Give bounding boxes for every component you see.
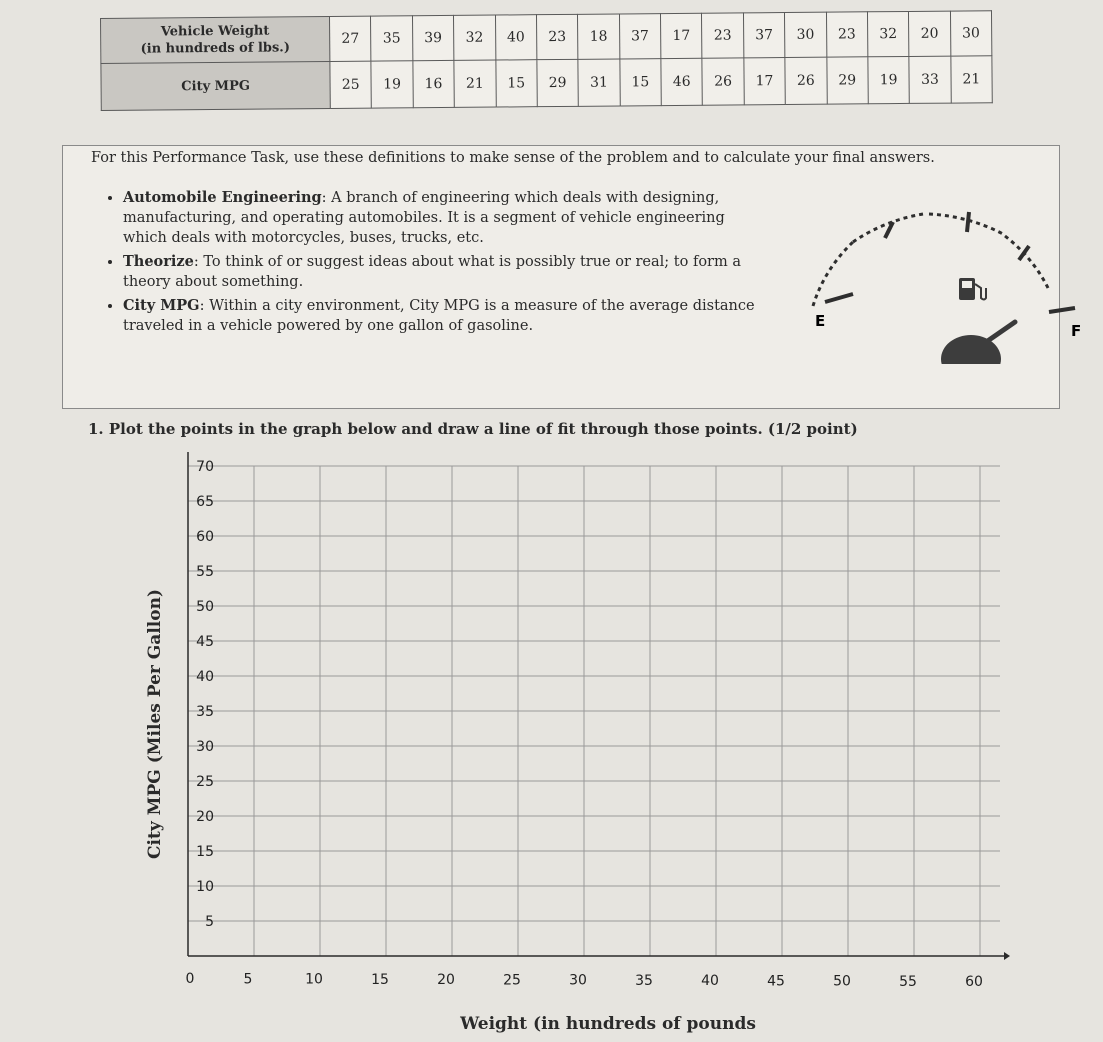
x-tick-label: 60 xyxy=(965,974,983,990)
mpg-cell: 15 xyxy=(495,60,537,107)
y-tick-label: 55 xyxy=(196,564,214,580)
gauge-tick-marks xyxy=(813,214,1049,306)
x-tick-label: 55 xyxy=(899,973,917,990)
scatter-plot-grid xyxy=(100,440,1103,1042)
mpg-cell: 31 xyxy=(578,59,620,106)
mpg-cell: 29 xyxy=(537,59,579,106)
weight-cell: 27 xyxy=(329,16,371,61)
definition-term: Theorize xyxy=(123,253,194,270)
y-tick-label: 60 xyxy=(196,529,214,545)
x-axis-ticks xyxy=(186,971,983,990)
gauge-needle xyxy=(941,322,1015,364)
weight-cell: 39 xyxy=(412,15,454,60)
weight-cell: 37 xyxy=(743,13,785,58)
mpg-cell: 21 xyxy=(950,56,992,103)
definitions-list xyxy=(93,188,763,340)
x-tick-label: 35 xyxy=(635,972,653,989)
y-axis-title: City MPG (Miles Per Gallon) xyxy=(145,589,165,859)
mpg-cell: 19 xyxy=(371,61,413,108)
weight-cell: 40 xyxy=(495,15,537,60)
weight-cell: 37 xyxy=(619,14,661,59)
x-tick-label: 30 xyxy=(569,972,587,989)
x-tick-label: 0 xyxy=(185,971,195,987)
mpg-cell: 15 xyxy=(620,59,662,106)
definitions-box xyxy=(62,145,1082,409)
definition-separator: : xyxy=(193,254,204,270)
x-tick-label: 50 xyxy=(833,973,851,990)
y-tick-label: 5 xyxy=(205,914,214,930)
y-tick-label: 40 xyxy=(196,669,214,685)
mpg-cell: 16 xyxy=(413,60,455,107)
table-row-mpg xyxy=(101,56,992,111)
mpg-cell: 29 xyxy=(826,57,868,104)
data-table xyxy=(100,10,993,111)
y-tick-label: 70 xyxy=(196,459,214,475)
y-tick-label: 50 xyxy=(196,599,214,615)
definition-item xyxy=(123,296,763,336)
fuel-pump-icon xyxy=(959,278,986,300)
weight-cell: 35 xyxy=(371,16,413,61)
y-tick-label: 30 xyxy=(196,739,214,755)
definition-item xyxy=(123,188,763,248)
mpg-cell: 17 xyxy=(744,58,786,105)
gauge-empty-label: E xyxy=(815,312,826,330)
weight-cell: 17 xyxy=(660,13,702,58)
y-tick-label: 15 xyxy=(196,844,214,860)
row-header-mpg: City MPG xyxy=(101,61,330,110)
definition-term: Automobile Engineering xyxy=(123,189,322,206)
y-tick-label: 45 xyxy=(196,634,214,650)
weight-cell: 23 xyxy=(702,13,744,58)
definition-text: A branch of engineering which deals with designing, manufacturing, and operating automobiles. It is a segment of vehicle engineering which deals with motorcycles, buses, trucks, etc. xyxy=(123,190,725,246)
y-tick-label: 65 xyxy=(196,494,214,510)
weight-cell: 23 xyxy=(826,12,868,57)
y-tick-label: 20 xyxy=(196,809,214,825)
grid-lines xyxy=(188,466,1000,956)
x-axis-arrow xyxy=(1004,952,1010,960)
x-tick-label: 15 xyxy=(371,971,389,988)
mpg-cell: 19 xyxy=(868,56,910,103)
table-row-weight xyxy=(101,11,992,64)
mpg-cell: 26 xyxy=(785,57,827,104)
mpg-cell: 46 xyxy=(661,58,703,105)
y-axis-ticks xyxy=(196,459,214,930)
weight-cell: 23 xyxy=(536,14,578,59)
gauge-major-ticks xyxy=(825,212,1075,312)
definition-term: City MPG xyxy=(123,297,200,314)
definition-item xyxy=(123,252,763,292)
x-tick-label: 45 xyxy=(767,973,785,990)
weight-cell: 30 xyxy=(785,12,827,57)
y-tick-label: 35 xyxy=(196,704,214,720)
row-header-weight-line2: (in hundreds of lbs.) xyxy=(140,40,291,57)
weight-cell: 30 xyxy=(950,11,992,56)
mpg-cell: 33 xyxy=(909,56,951,103)
weight-cell: 32 xyxy=(867,11,909,56)
definition-separator: : xyxy=(321,190,332,206)
mpg-cell: 25 xyxy=(330,61,372,108)
weight-cell: 18 xyxy=(578,14,620,59)
y-tick-label: 25 xyxy=(196,774,214,790)
definition-separator: : xyxy=(199,298,210,314)
y-tick-label: 10 xyxy=(196,879,214,895)
weight-cell: 20 xyxy=(909,11,951,56)
weight-cell: 32 xyxy=(454,15,496,60)
definition-text: To think of or suggest ideas about what is possibly true or real; to form a theory about something. xyxy=(123,254,741,290)
definitions-intro: For this Performance Task, use these definitions to make sense of the problem and to calculate your final answers. xyxy=(91,150,935,166)
x-tick-label: 40 xyxy=(701,973,719,989)
question-1: 1. Plot the points in the graph below and draw a line of fit through those points. (1/2 point) xyxy=(88,420,858,438)
x-tick-label: 5 xyxy=(243,971,253,988)
row-header-weight xyxy=(101,16,330,63)
gauge-full-label: F xyxy=(1071,322,1082,340)
x-tick-label: 25 xyxy=(503,972,521,989)
fuel-gauge-illustration xyxy=(753,194,1083,364)
definition-text: Within a city environment, City MPG is a measure of the average distance traveled in a vehicle powered by one gallon of gasoline. xyxy=(123,298,755,334)
mpg-cell: 26 xyxy=(702,58,744,105)
mpg-cell: 21 xyxy=(454,60,496,107)
x-axis-title: Weight (in hundreds of pounds xyxy=(460,1014,756,1034)
x-tick-label: 10 xyxy=(305,971,323,988)
row-header-weight-line1: Vehicle Weight xyxy=(160,23,270,40)
x-tick-label: 20 xyxy=(437,972,455,988)
